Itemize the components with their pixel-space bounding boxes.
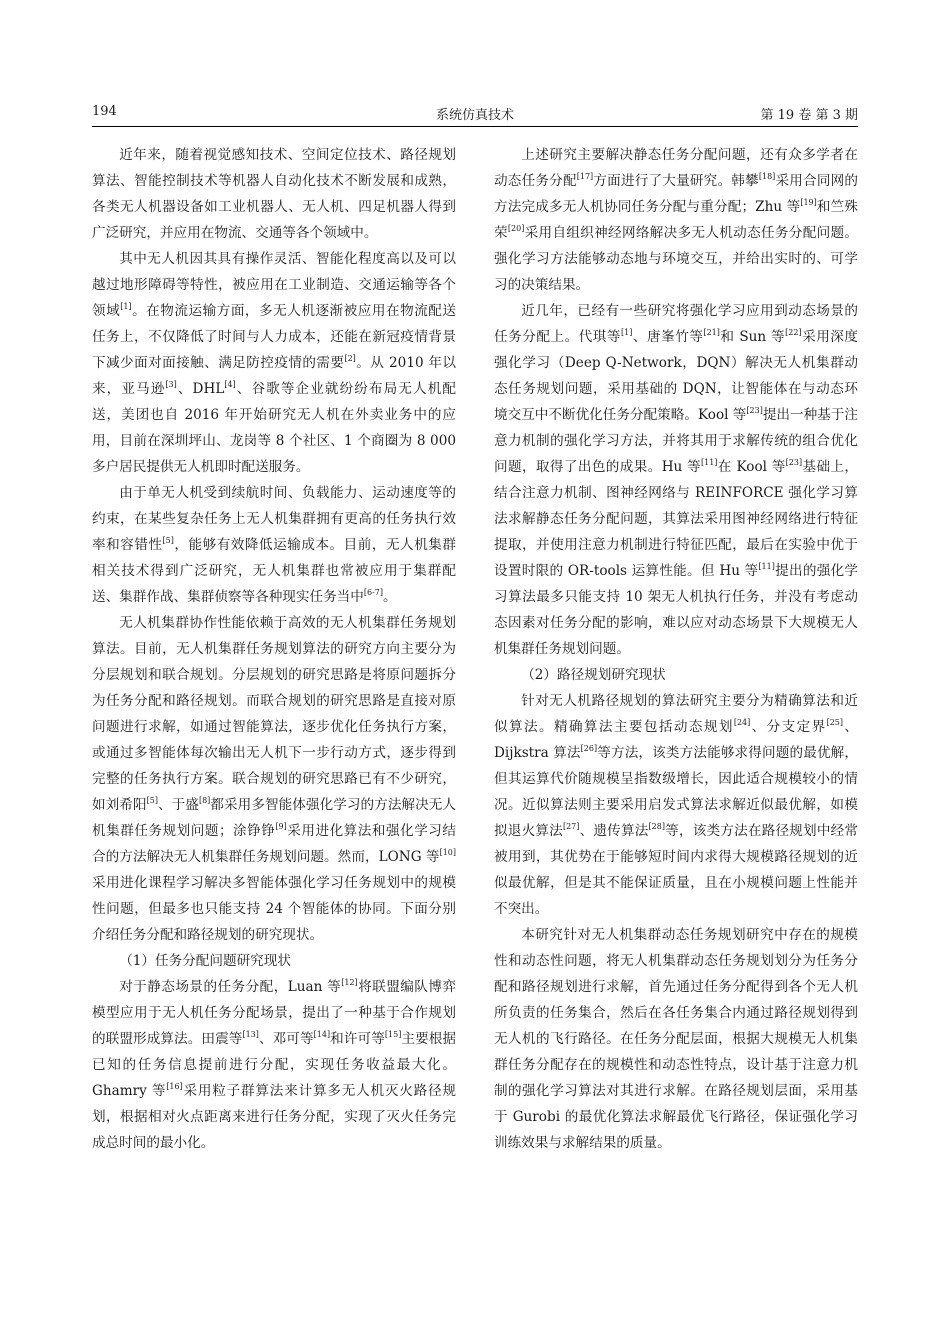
section-subheading: （1）任务分配问题研究现状 bbox=[119, 953, 291, 969]
running-header bbox=[92, 104, 858, 126]
citation: [12] bbox=[341, 978, 358, 987]
citation: [24] bbox=[733, 718, 751, 727]
paragraph: 近几年，已经有一些研究将强化学习应用到动态场景的任务分配上。代琪等[1]、唐峯竹等[21]和 Sun 等[22]采用深度强化学习（Deep Q-Network，DQN）解决无人机集群动态任务规划问题，采用基础的 DQN，让智能体在与动态环境交互中不断优化任务分配策略。Kool 等[23]提出一种基于注意力机制的强化学习方法，并将其用于求解传统的组合优化问题，取得了出色的成果。Hu 等[11]在 Kool 等[23]基础上，结合注意力机制、图神经网络与 REINFORCE 强化学习算法求解静态任务分配问题，其算法采用图神经网络进行特征提取，并使用注意力机制进行特征匹配，最后在实验中优于设置时限的 OR-tools 运算性能。但 Hu 等[11]提出的强化学习算法最多只能支持 10 架无人机执行任务，并没有考虑动态因素对任务分配的影响，难以应对动态场景下大规模无人机集群任务规划问题。 bbox=[494, 303, 859, 657]
citation: [4] bbox=[224, 380, 236, 389]
citation: [6-7] bbox=[363, 588, 383, 597]
citation: [10] bbox=[439, 848, 456, 857]
paragraph: 针对无人机路径规划的算法研究主要分为精确算法和近似算法。精确算法主要包括动态规划[24]、分支定界[25]、Dijkstra 算法[26]等方法，该类方法能够求得问题的最优解，但其运算代价随规模呈指数级增长，因此适合规模较小的情况。近似算法则主要采用启发式算法求解近似最优解，如模拟退火算法[27]、遗传算法[28]等，该类方法在路径规划中经常被用到，其优势在于能够短时间内求得大规模路径规划的近似最优解，但是其不能保证质量，且在小规模问题上性能并不突出。 bbox=[494, 693, 859, 917]
citation: [25] bbox=[826, 718, 844, 727]
citation: [15] bbox=[384, 1030, 402, 1039]
paragraph: 对于静态场景的任务分配，Luan 等[12]将联盟编队博弈模型应用于无人机任务分配场景，提出了一种基于合作规划的联盟形成算法。田震等[13]、邓可等[14]和许可等[15]主要根据已知的任务信息提前进行分配，实现任务收益最大化。Ghamry 等[16]采用粒子群算法来计算多无人机灭火路径规划，根据相对火点距离来进行任务分配，实现了灭火任务完成总时间的最小化。 bbox=[92, 978, 457, 1151]
paragraph: 由于单无人机受到续航时间、负载能力、运动速度等的约束，在某些复杂任务上无人机集群拥有更高的任务执行效率和容错性[5]，能够有效降低运输成本。目前，无人机集群相关技术得到广泛研究，无人机集群也常被应用于集群配送、集群作战、集群侦察等各种现实任务当中[6-7]。 bbox=[92, 485, 456, 605]
paragraph: 其中无人机因其具有操作灵活、智能化程度高以及可以越过地形障碍等特性，被应用在工业制造、交通运输等各个领域[1]。在物流运输方面，多无人机逐渐被应用在物流配送任务上，不仅降低了时间与人力成本，还能在新冠疫情背景下减少面对面接触、满足防控疫情的需要[2]。从 2010 年以来，亚马逊[3]、DHL[4]、谷歌等企业就纷纷布局无人机配送，美团也自 2016 年开始研究无人机在外卖业务中的应用，目前在深圳坪山、龙岗等 8 个社区、1 个商圈为 8 000 多户居民提供无人机即时配送服务。 bbox=[92, 251, 457, 475]
citation: [14] bbox=[313, 1030, 331, 1039]
citation: [23] bbox=[746, 406, 763, 415]
citation: [5] bbox=[162, 536, 174, 545]
citation: [11] bbox=[701, 458, 718, 467]
paragraph: 本研究针对无人机集群动态任务规划研究中存在的规模性和动态性问题，将无人机集群动态任务规划划分为任务分配和路径规划进行求解，首先通过任务分配得到各个无人机所负责的任务集合，然后在各任务集合内通过路径规划得到无人机的飞行路径。在任务分配层面，根据大规模无人机集群任务分配存在的规模性和动态性特点，设计基于注意力机制的强化学习算法对其进行求解。在路径规划层面，采用基于 Gurobi 的最优化算法求解最优飞行路径，保证强化学习训练效果与求解结果的质量。 bbox=[494, 927, 858, 1151]
citation: [18] bbox=[758, 172, 776, 181]
paragraph: 上述研究主要解决静态任务分配问题，还有众多学者在动态任务分配[17]方面进行了大量研究。韩攀[18]采用合同网的方法完成多无人机协同任务分配与重分配；Zhu 等[19]和竺殊荣[20]采用自组织神经网络解决多无人机动态任务分配问题。强化学习方法能够动态地与环境交互，并给出实时的、可学习的决策结果。 bbox=[494, 147, 859, 293]
citation: [17] bbox=[576, 172, 594, 181]
citation: [8] bbox=[198, 796, 211, 805]
citation: [19] bbox=[800, 198, 817, 207]
citation: [22] bbox=[785, 328, 802, 337]
citation: [13] bbox=[242, 1030, 259, 1039]
citation: [27] bbox=[562, 822, 580, 831]
citation: [11] bbox=[758, 562, 775, 571]
citation: [1] bbox=[621, 328, 633, 337]
citation: [9] bbox=[275, 822, 287, 831]
section-subheading: （2）路径规划研究现状 bbox=[521, 667, 666, 683]
citation: [23] bbox=[785, 458, 803, 467]
citation: [5] bbox=[146, 796, 158, 805]
citation: [1] bbox=[120, 302, 132, 311]
header-rule bbox=[92, 126, 858, 127]
right-column bbox=[494, 142, 858, 1156]
citation: [21] bbox=[703, 328, 720, 337]
citation: [20] bbox=[507, 224, 525, 233]
citation: [26] bbox=[580, 744, 598, 753]
citation: [16] bbox=[166, 1082, 183, 1091]
citation: [28] bbox=[648, 822, 665, 831]
left-column bbox=[92, 142, 456, 1156]
page-number: 194 bbox=[92, 104, 117, 119]
journal-name: 系统仿真技术 bbox=[435, 108, 514, 123]
issue-info: 第 19 卷 第 3 期 bbox=[760, 108, 858, 123]
citation: [2] bbox=[344, 354, 356, 363]
citation: [3] bbox=[165, 380, 177, 389]
paragraph: 近年来，随着视觉感知技术、空间定位技术、路径规划算法、智能控制技术等机器人自动化技术不断发展和成熟，各类无人机器设备如工业机器人、无人机、四足机器人得到广泛研究，并应用在物流、交通等各个领域中。 bbox=[92, 147, 456, 241]
paragraph: 无人机集群协作性能依赖于高效的无人机集群任务规划算法。目前，无人机集群任务规划算法的研究方向主要分为分层规划和联合规划。分层规划的研究思路是将原问题拆分为任务分配和路径规划。而联合规划的研究思路是直接对原问题进行求解，如通过智能算法，逐步优化任务执行方案，或通过多智能体每次输出无人机下一步行动方式，逐步得到完整的任务执行方案。联合规划的研究思路已有不少研究，如刘希阳[5]、于盛[8]都采用多智能体强化学习的方法解决无人机集群任务规划问题；涂铮铮[9]采用进化算法和强化学习结合的方法解决无人机集群任务规划问题。然而，LONG 等[10]采用进化课程学习解决多智能体强化学习任务规划中的规模性问题，但最多也只能支持 24 个智能体的协同。下面分别介绍任务分配和路径规划的研究现状。 bbox=[92, 615, 457, 943]
